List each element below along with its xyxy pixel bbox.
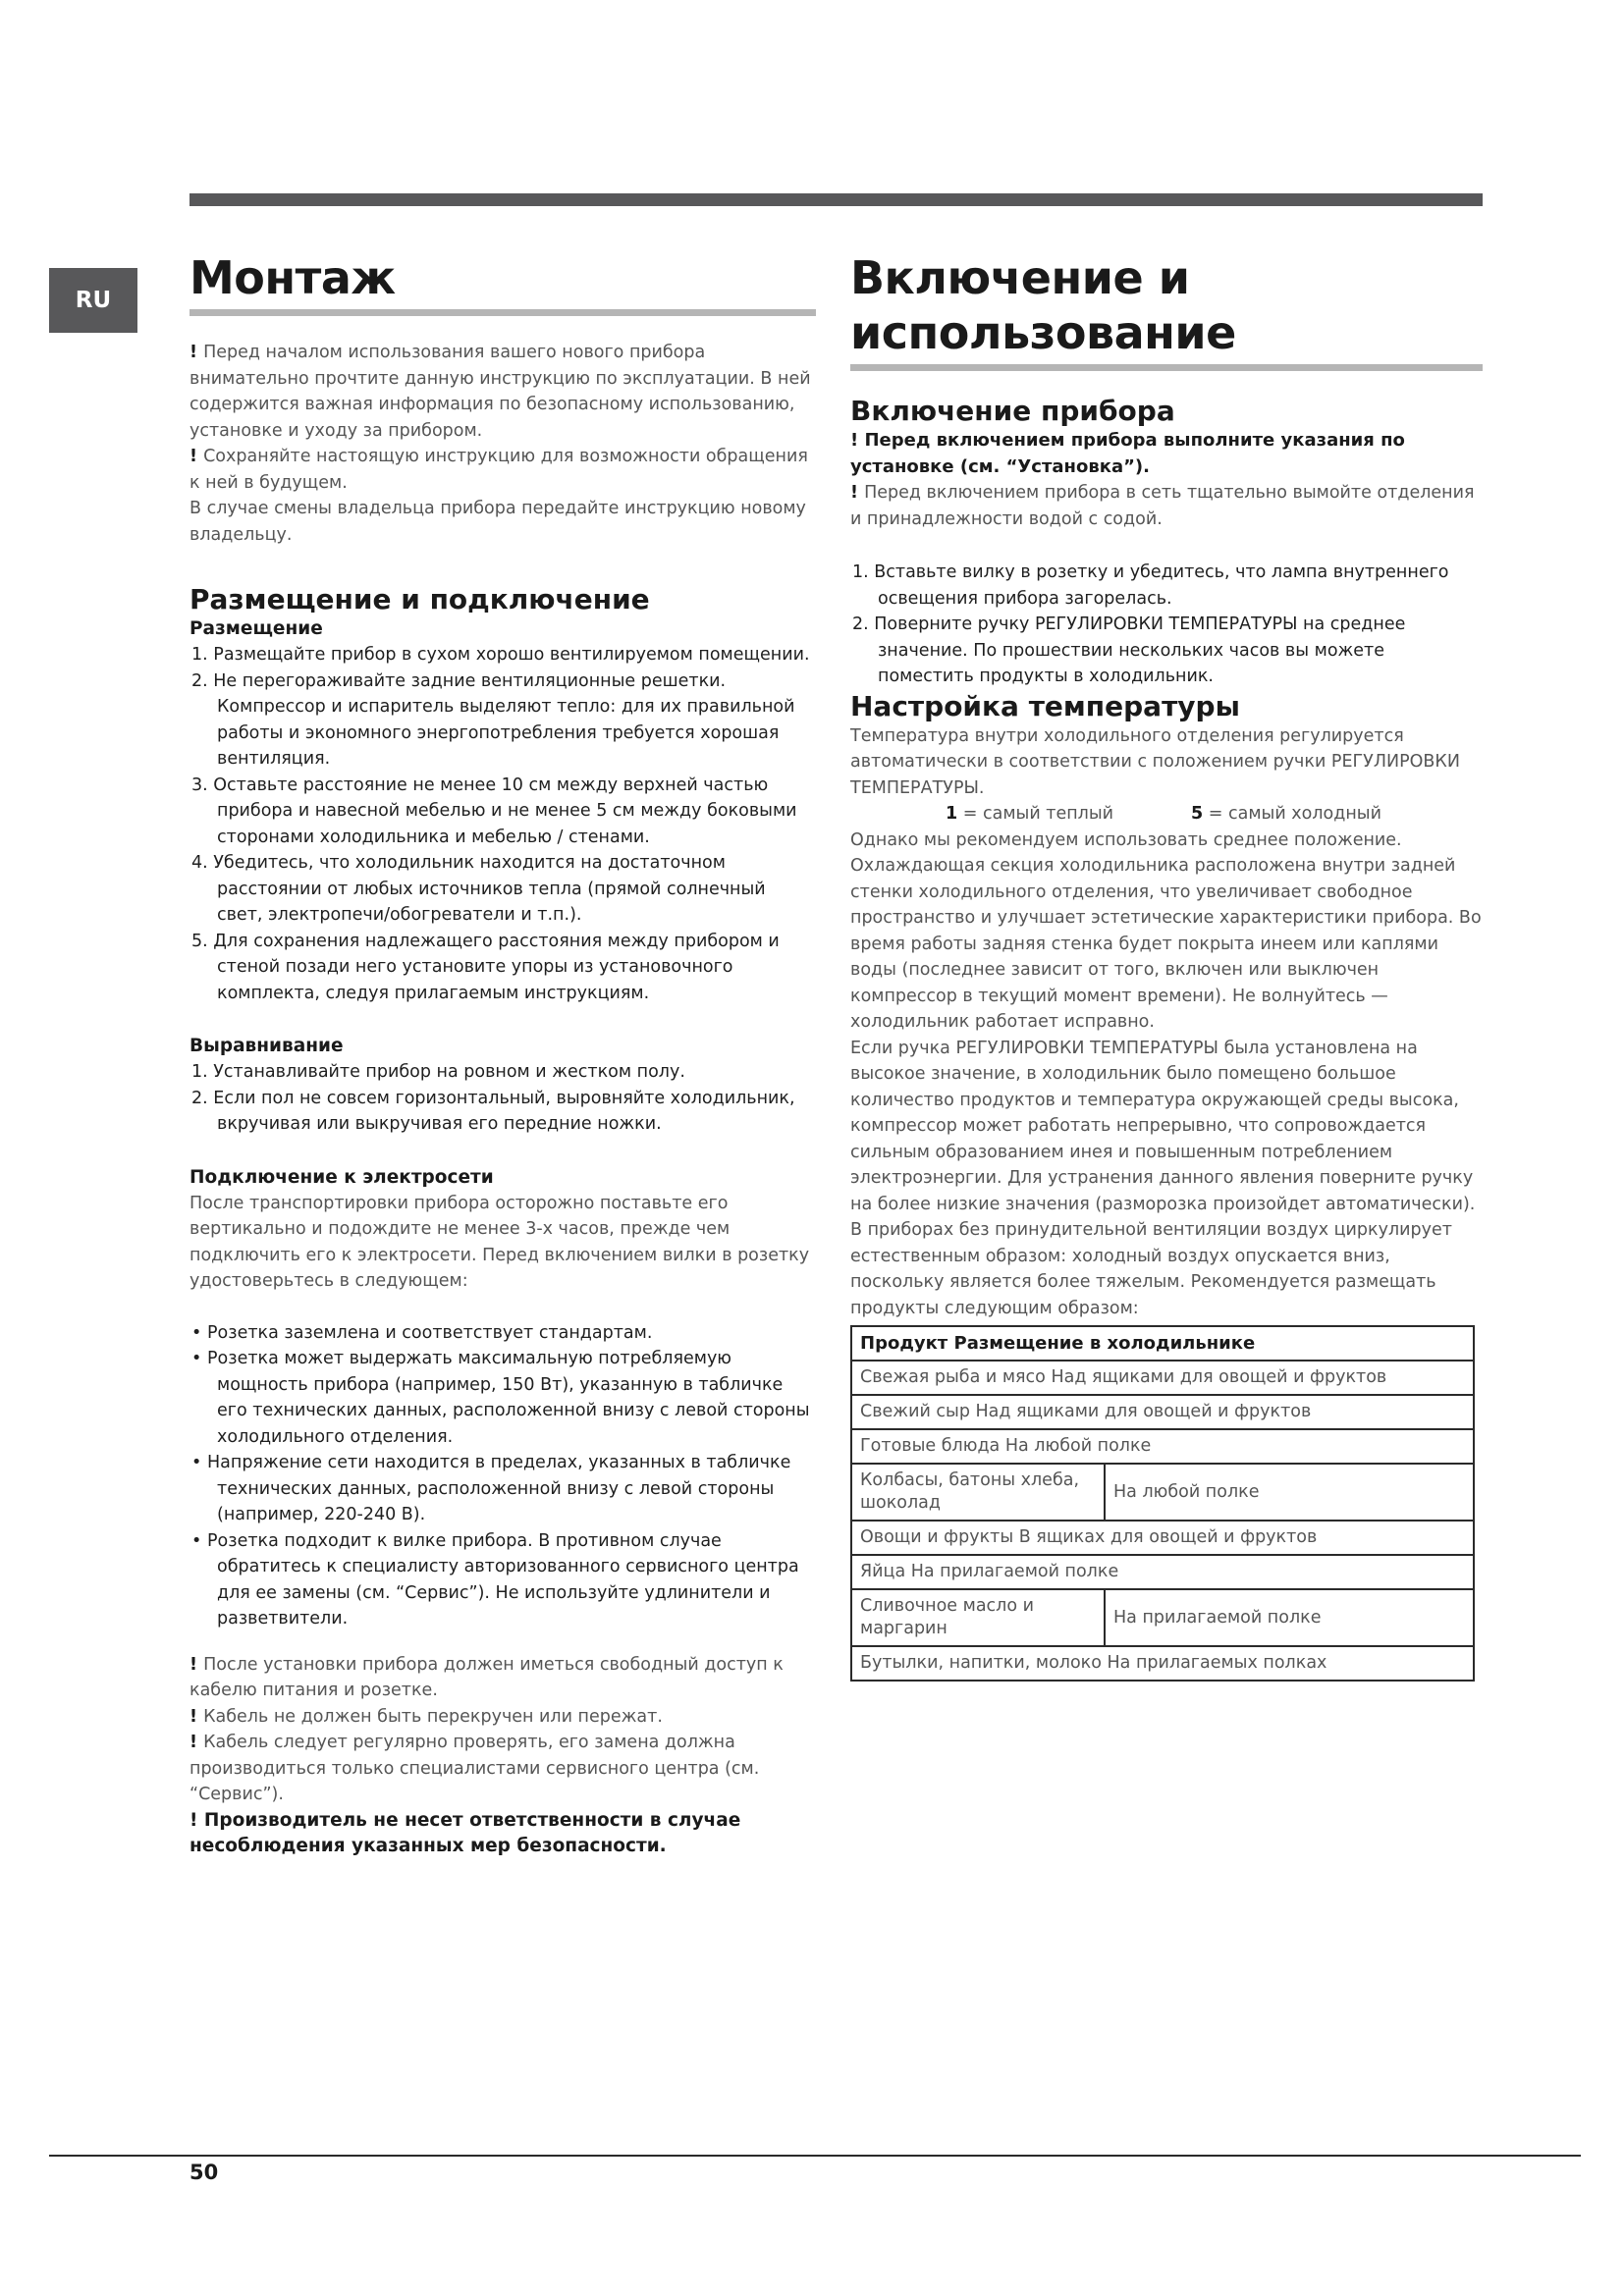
table-header-row (851, 1326, 1474, 1361)
table-cell: Бутылки, напитки, молоко На прилагаемых полках (851, 1646, 1474, 1681)
list-item: 1. Размещайте прибор в сухом хорошо вентилируемом помещении. (191, 645, 810, 665)
intro-paragraph (189, 496, 816, 548)
table-cell: Сливочное масло и маргарин (851, 1589, 1105, 1646)
list-item: 2. Поверните ручку РЕГУЛИРОВКИ ТЕМПЕРАТУРЫ на среднее значение. По прошествии нескольких часов вы можете поместить продукты в холодильник. (852, 614, 1406, 686)
temp-cold-label: = самый холодный (1203, 804, 1381, 824)
temp-cold (1191, 801, 1381, 828)
warning-mark: ! (189, 1654, 204, 1675)
bullet-item: • Розетка может выдержать максимальную потребляемую мощность прибора (например, 150 Вт), указанную в табличке его технических данных, расположенной внизу с левой стороны холодильного отделения. (189, 1346, 816, 1450)
heading-switch-on: Включение прибора (850, 395, 1175, 427)
heading-temperature: Настройка температуры (850, 689, 1240, 722)
temp-paragraph: Однако мы рекомендуем использовать среднее положение. Охлаждающая секция холодильника расположена внутри задней стенки холодильного отделения, что увеличивает свободное пространство и улучшает эстетические характеристики прибора. Во время работы задняя стенка будет покрыта инеем или каплями воды (последнее зависит от того, включен или выключен компрессор в текущий момент времени). Не волнуйтесь — холодильник работает исправно. (850, 829, 1482, 1032)
table-row (851, 1464, 1474, 1521)
subheading-leveling: Выравнивание (189, 1036, 344, 1056)
warning-text: Кабель не должен быть перекручен или пережат. (203, 1706, 663, 1727)
warning-paragraph (189, 1704, 816, 1731)
placement-list (189, 642, 816, 1006)
list-item: 3. Оставьте расстояние не менее 10 см между верхней частью прибора и навесной мебелью и не менее 5 см между боковыми сторонами холодильника и мебелью / стенами. (191, 774, 797, 847)
left-column (189, 250, 816, 1860)
bullet-item: • Розетка подходит к вилке прибора. В противном случае обратитесь к специалисту авторизованного сервисного центра для ее замены (см. “Сервис”). Не используйте удлинители и разветвители. (189, 1528, 816, 1632)
electric-bullets (189, 1320, 816, 1632)
right-column (850, 250, 1483, 1682)
list-item: 4. Убедитесь, что холодильник находится на достаточном расстоянии от любых источников тепла (прямой солнечный свет, электропечи/обогреватели и т.п.). (191, 853, 766, 925)
warning-mark: ! (189, 447, 204, 466)
table-row (851, 1555, 1474, 1589)
table-row (851, 1521, 1474, 1555)
table-cell: На любой полке (1105, 1464, 1474, 1521)
section-title-usage: Включение и использование (850, 251, 1236, 359)
table-row (851, 1646, 1474, 1681)
title-underline (189, 309, 816, 316)
start-note-text: Перед включением прибора в сеть тщательно вымойте отделения и принадлежности водой с содой. (850, 483, 1475, 529)
temp-scale (850, 801, 1483, 828)
warning-mark: ! (189, 343, 204, 362)
temp-paragraph: Температура внутри холодильного отделения регулируется автоматически в соответствии с положением ручки РЕГУЛИРОВКИ ТЕМПЕРАТУРЫ. (850, 725, 1460, 798)
table-row (851, 1429, 1474, 1464)
warning-mark: ! (189, 1733, 204, 1752)
table-header-cell: Продукт Размещение в холодильнике (851, 1326, 1474, 1361)
table-cell: Колбасы, батоны хлеба, шоколад (851, 1464, 1105, 1521)
intro-paragraph (189, 444, 816, 496)
start-list (850, 560, 1483, 690)
leveling-list (189, 1059, 816, 1138)
language-tab: RU (49, 268, 137, 333)
table-cell: На прилагаемой полке (1105, 1589, 1474, 1646)
table-row (851, 1395, 1474, 1429)
bullet-item: • Розетка заземлена и соответствует стандартам. (189, 1320, 816, 1347)
list-item: 1. Устанавливайте прибор на ровном и жестком полу. (191, 1062, 685, 1082)
list-item: 1. Вставьте вилку в розетку и убедитесь, что лампа внутреннего освещения прибора загорелась. (852, 562, 1449, 609)
temp-paragraph: Если ручка РЕГУЛИРОВКИ ТЕМПЕРАТУРЫ была установлена на высокое значение, в холодильник было помещено большое количество продуктов и температура окружающей среды высока, компрессор может работать непрерывно, что сопровождается сильным образованием инея и повышенным потреблением электроэнергии. Для устранения данного явления поверните ручку на более низкие значения (разморозка произойдет автоматически). В приборах без принудительной вентиляции воздух циркулирует естественным образом: холодный воздух опускается вниз, поскольку является более тяжелым. Рекомендуется размещать продукты следующим образом: (850, 1038, 1476, 1318)
warning-text: Кабель следует регулярно проверять, его замена должна производиться только специалистами сервисного центра (см. “Сервис”). (189, 1733, 760, 1804)
temp-warm (946, 801, 1191, 828)
intro-text: Перед началом использования вашего нового прибора внимательно прочтите данную инструкцию по эксплуатации. В ней содержится важная информация по безопасному использованию, установке и уходу за прибором. (189, 343, 811, 441)
temp-warm-number: 1 (946, 804, 958, 824)
table-cell: Готовые блюда На любой полке (851, 1429, 1474, 1464)
warning-text: После установки прибора должен иметься свободный доступ к кабелю питания и розетке. (189, 1654, 784, 1700)
table-row (851, 1361, 1474, 1395)
temp-cold-number: 5 (1191, 804, 1204, 824)
intro-text: В случае смены владельца прибора передайте инструкцию новому владельцу. (189, 499, 806, 545)
table-cell: Свежий сыр Над ящиками для овощей и фруктов (851, 1395, 1474, 1429)
intro-paragraph (189, 340, 816, 444)
subheading-electric: Подключение к электросети (189, 1166, 494, 1188)
table-cell: Овощи и фрукты В ящиках для овощей и фруктов (851, 1521, 1474, 1555)
warning-mark: ! (189, 1706, 204, 1727)
intro-block (189, 340, 816, 548)
heading-placement-connection: Размещение и подключение (189, 583, 650, 615)
top-rule (189, 193, 1483, 206)
bullet-item: • Напряжение сети находится в пределах, указанных в табличке технических данных, расположенной внизу с левой стороны (например, 220-240 В). (189, 1450, 816, 1528)
list-item: 5. Для сохранения надлежащего расстояния между прибором и стеной позади него установите упоры из установочного комплекта, следуя прилагаемым инструкциям. (191, 931, 780, 1003)
section-title-installation: Монтаж (189, 251, 396, 304)
warning-paragraph (189, 1652, 816, 1704)
list-item: 2. Не перегораживайте задние вентиляционные решетки. Компрессор и испаритель выделяют тепло: для их правильной работы и экономного энергопотребления требуется хорошая вентиляция. (191, 670, 795, 769)
warning-paragraph (189, 1730, 816, 1808)
table-cell: Свежая рыба и мясо Над ящиками для овощей и фруктов (851, 1361, 1474, 1395)
footer-rule (49, 2155, 1581, 2157)
start-warning: ! Перед включением прибора выполните указания по установке (см. “Установка”). (850, 430, 1405, 477)
electric-text: После транспортировки прибора осторожно поставьте его вертикально и подождите не менее 3-х часов, прежде чем подключить его к электросети. Перед включением вилки в розетку удостоверьтесь в следующем: (189, 1193, 810, 1291)
start-note (850, 480, 1483, 532)
subheading-placement: Размещение (189, 618, 323, 639)
list-item: 2. Если пол не совсем горизонтальный, выровняйте холодильник, вкручивая или выкручивая его передние ножки. (191, 1088, 795, 1134)
table-cell: Яйца На прилагаемой полке (851, 1555, 1474, 1589)
intro-text: Сохраняйте настоящую инструкцию для возможности обращения к ней в будущем. (189, 447, 808, 493)
warning-mark: ! (850, 483, 865, 503)
table-row (851, 1589, 1474, 1646)
liability-warning: ! Производитель не несет ответственности в случае несоблюдения указанных мер безопасности. (189, 1809, 741, 1856)
title-underline (850, 364, 1483, 371)
page-number: 50 (189, 2161, 219, 2184)
warnings-block (189, 1652, 816, 1860)
temp-warm-label: = самый теплый (957, 804, 1114, 824)
storage-table (850, 1325, 1475, 1682)
